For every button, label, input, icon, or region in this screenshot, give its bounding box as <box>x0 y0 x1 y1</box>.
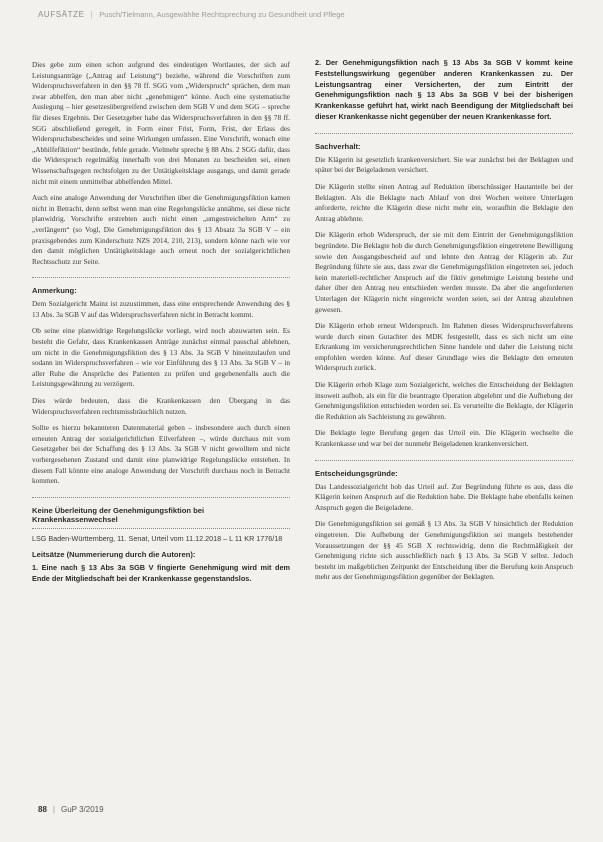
headnote: 1. Eine nach § 13 Abs 3a SGB V fingierte Genehmigung wird mit dem Ende der Mitgliedschaft bei der Krankenkasse gegenstandslos. <box>32 563 290 584</box>
section-heading: Sachverhalt: <box>315 141 361 151</box>
footer-separator: | <box>52 805 55 814</box>
paragraph: Die Genehmigungsfiktion sei gemäß § 13 Abs. 3a SGB V hinsichtlich der Reduktion eingetreten. Die Aufhebung der Genehmigungsfiktion sei mangels bestehender Voraussetzungen der §§ 45 SGB X rechtswidrig, denn die Rechtmäßigkeit der Genehmigung richte sich ausschließlich nach § 13 Abs. 3a SGB V selbst. Jedoch besteht im maßgeblichen Zeitpunkt der Entscheidung über die Berufung kein Anspruch mehr aus der Genehmigungsfiktion gegenüber der Beklagten. <box>315 519 573 582</box>
paragraph: Das Landessozialgericht hob das Urteil auf. Zur Begründung führte es aus, dass die Klägerin keinen Anspruch auf die Reduktion habe. Die Beklagte habe ebenfalls keinen Anspruch gegen die Beigeladene. <box>315 481 573 512</box>
header-separator: | <box>90 10 94 19</box>
paragraph: Dies würde bedeuten, dass die Krankenkassen den Übergang in das Widerspruchsverfahren rechtsmissbräuchlich nutzen. <box>32 396 290 416</box>
headnote-block <box>32 563 290 585</box>
divider <box>315 460 573 461</box>
running-header <box>38 10 583 24</box>
divider <box>32 528 290 529</box>
paragraph: Sollte es hierzu bekannteren Datenmaterial geben – insbesondere auch durch einen erneuten Antrag der sozialgerichtlichen Eilverfahren –, würde durchaus mit vom Gesetzgeber bei der Schaffung des § 13 Abs. 3a SGB V nicht gewolltem und nicht vorhergesehenen Zustand und damit eine planwidrige Regelungslücke entstehen. In diesem Fall könnte eine analoge Anwendung der Vorschrift durchaus noch in Betracht kommen. <box>32 423 290 486</box>
paragraph: Die Klägerin erhob Klage zum Sozialgericht, welches die Entscheidung der Beklagten insoweit aufhob, als ein für die beantragte Operation abgelehnt und die Aufhebung der Genehmigungsfiktion entschieden worden sei. Es verurteilte die Beklagte, der Klägerin die Reduktion als Sachleistung zu gewähren. <box>315 380 573 421</box>
paragraph: Auch eine analoge Anwendung der Vorschriften über die Genehmigungsfiktion kamen nicht in Betracht, denn selbst wenn man eine Regelungslücke annähme, sei diese nicht planwidrig. Vorschrifte erstrebten auch nicht einen „umgestreichelten Arm“ zu „verlängern“ (so Vogl, Die Genehmigungsfiktion des § 13 Absatz 3a SGB V – ein praxisgebendes zum Kinderschutz NZS 2014, 210, 213), sondern könne nach wie vor den damit möglichen Untätigkeitsklage auch erneut noch der sozialgerichtlichen Rechtsschutz zur Seite. <box>32 193 290 266</box>
divider <box>315 133 573 134</box>
page-number: 88 <box>38 805 47 814</box>
paragraph: Die Klägerin erhob Widerspruch, der sie mit dem Eintritt der Genehmigungsfiktion begründete. Die Beklagte hob die durch Genehmigungsfiktion eingetretene Bewilligung sowie den Ausgangsbescheid auf und lehnte den Antrag der Klägerin ab. Zur Begründung führte sie aus, dass zwar die Genehmigungsfiktion eingetreten sei, jedoch kein materiell-rechtlicher Anspruch auf die fiktiv genehmigte Leistung bestehe und daher über den Antrag neu entschieden werden musste. Da aber die angeforderten Unterlagen der Klägerin nicht eingereicht worden seien, sei der Antrag abzulehnen gewesen. <box>315 230 573 314</box>
paragraph: Die Klägerin ist gesetzlich krankenversichert. Sie war zunächst bei der Beklagten und später bei der Beigeladenen versichert. <box>315 154 573 175</box>
paragraph: Die Beklagte legte Berufung gegen das Urteil ein. Die Klägerin wechselte die Krankenkasse und war bei der nunmehr Beigeladenen krankenversichert. <box>315 428 573 449</box>
divider <box>32 497 290 498</box>
headnote: 2. Der Genehmigungsfiktion nach § 13 Abs 3a SGB V kommt keine Feststellungswirkung gegenüber anderen Krankenkassen zu. Der Leistungsantrag einer Versicherten, der zum Eintritt der Genehmigungsfiktion nach § 13 Abs 3a SGB V bei der bisherigen Krankenkasse geführt hat, wirkt nach Beendigung der Mitgliedschaft bei dieser Krankenkasse nicht gegenüber der neuen Krankenkasse fort. <box>315 58 573 121</box>
section-label: AUFSÄTZE <box>38 10 85 19</box>
paragraph: Die Klägerin erhob erneut Widerspruch. Im Rahmen dieses Widerspruchsverfahrens wurde durch einen Gutachter des MDK festgestellt, dass es sich nicht um eine Erkrankung im versicherungsrechtlichen Sinne handele und daher die Leistung nicht empfohlen werden könne. Auf dieser Grundlage wies die Beklagte den erneuten Widerspruch zurück. <box>315 321 573 373</box>
paragraph: Dem Sozialgericht Mainz ist zuzustimmen, dass eine entsprechende Anwendung des § 13 Abs. 3a SGB V auf das Widerspruchsverfahren nicht in Betracht kommt. <box>32 299 290 319</box>
divider <box>32 277 290 278</box>
section-heading: Anmerkung: <box>32 286 77 296</box>
page-footer <box>38 805 104 814</box>
right-column <box>315 58 573 589</box>
case-citation: LSG Baden-Württemberg, 11. Senat, Urteil vom 11.12.2018 – L 11 KR 1776/18 <box>32 533 283 543</box>
running-title: Pusch/Tielmann, Ausgewählte Rechtsprechung zu Gesundheit und Pflege <box>99 10 345 19</box>
paragraph: Ob seine eine planwidrige Regelungslücke vorliegt, wird noch abzuwarten sein. Es besteht die Gefahr, dass Krankenkassen Anträge zunächst einmal pauschal ablehnen, um nicht in die Genehmigungsfiktion des § 13 Abs. 3a SGB V hineinzulaufen und sodann im Widerspruchsverfahren – wie vor Einführung des § 13 Abs. 3a SGB V – in aller Ruhe die Ansprüche des Patienten zu prüfen und gegebenenfalls auch die Leistungsgewährung zu verzögern. <box>32 326 290 389</box>
section-heading: Leitsätze (Nummerierung durch die Autoren): <box>32 550 196 560</box>
paragraph: Dies gebe zum einen schon aufgrund des eindeutigen Wortlautes, der sich auf Leistungsanträge („Antrag auf Leistung“) beziehe, während die Vorschriften zum Widerspruchsverfahren in den §§ 78 ff. SGG vom „Widerspruch“ sprächen, dem man zwar abhelfen, den man aber nicht „genehmigen“ könne. Auch eine systematische Auslegung – hier gesetzesübergreifend zwischen dem SGB V und dem SGG – spreche für dieses Ergebnis. Der Gesetzgeber habe das Widerspruchsverfahren in den §§ 78 ff. SGG abschließend geregelt, in Form einer Frist, Form, Frist, der Erlass des Widerspruchsbescheides und seine Wirkungen umfassen. Eine Vorschrift, wonach eine „Abhilfefiktion“ bestünde, fehle gerade. Vielmehr spreche § 88 Abs. 2 SGG dafür, dass die Widerspruch regelmäßig innerhalb von drei Monaten zu bescheiden sei, einen Wissenschaftsgegen rechtsfolgen zu der Untätigkeitsklage ausgangs, und damit gerade nicht mit einem unmittelbar abhelfenden Mittel. <box>32 60 290 186</box>
article-title: Keine Überleitung der Genehmigungsfiktion bei Krankenkassenwechsel <box>32 505 205 524</box>
section-heading: Entscheidungsgründe: <box>315 468 398 478</box>
paragraph: Die Klägerin stellte einen Antrag auf Reduktion überschüssiger Hautanteile bei der Beklagten. Als die Beklagte nach Ablauf von drei Wochen weitere Unterlagen anforderte, reichte die Klägerin diese nicht mehr ein, woraufhin die Beklagte den Antrag ablehnte. <box>315 181 573 223</box>
headnote-block <box>315 58 573 123</box>
journal-issue: GuP 3/2019 <box>60 805 104 814</box>
left-column <box>32 60 290 591</box>
